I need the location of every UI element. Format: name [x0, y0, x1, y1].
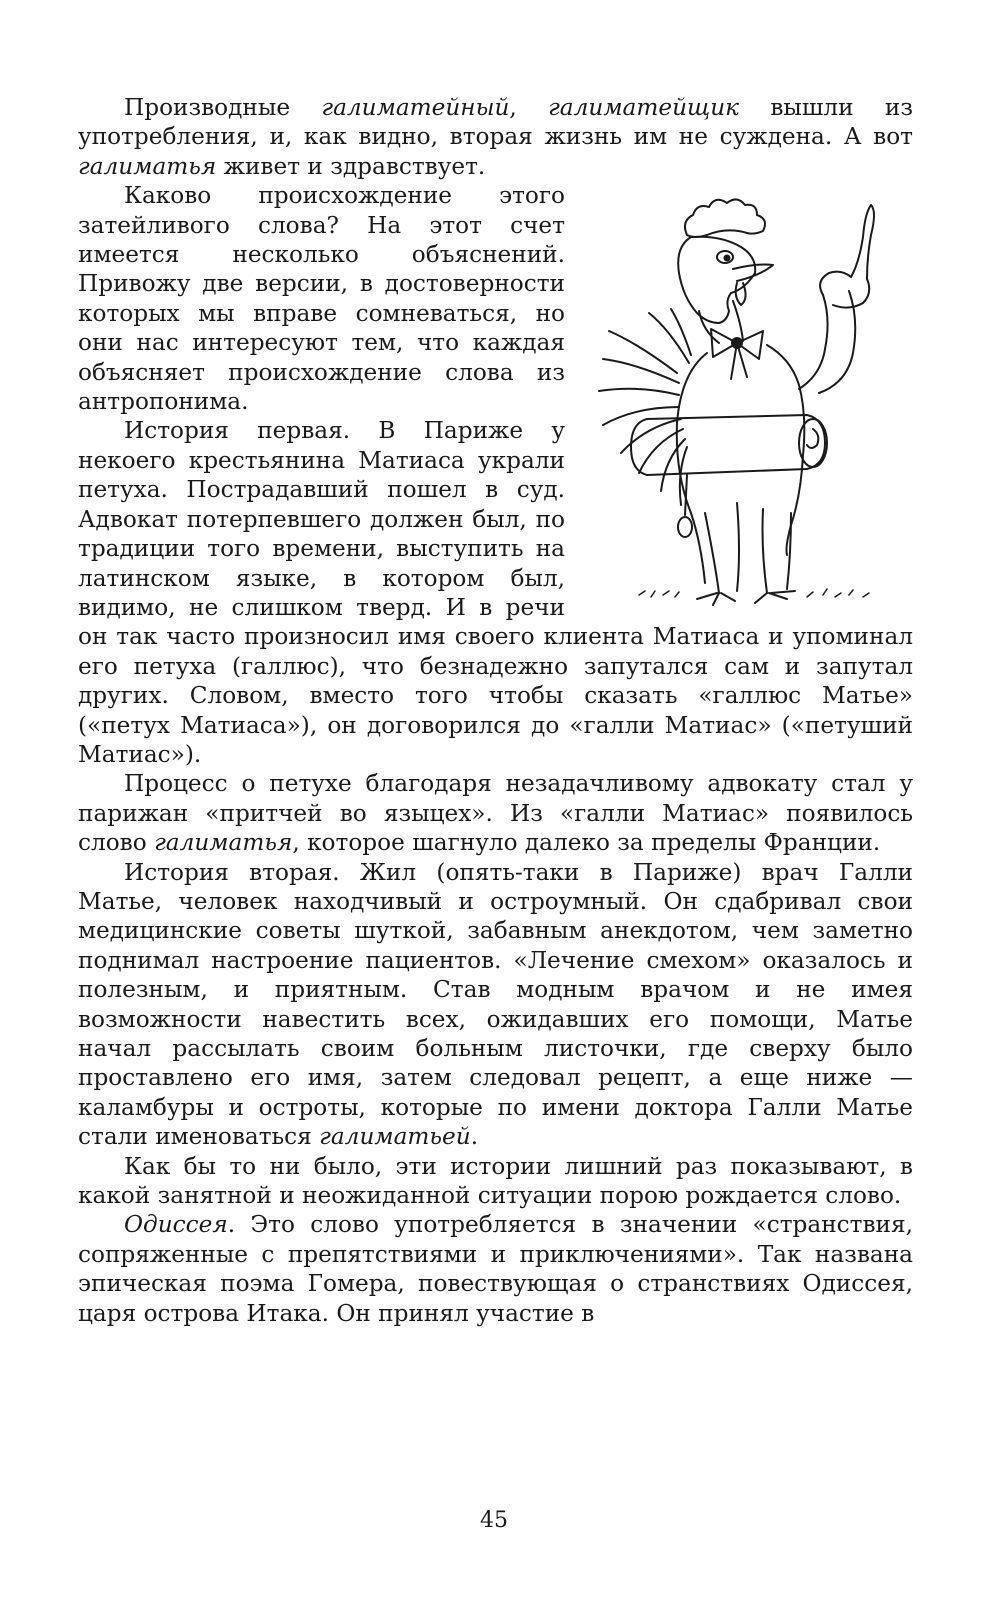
text-run: Каково происхождение этого затейливого слова? На этот счет имеется несколько объяснений. Привожу две версии, в достоверности которых мы вправе сомневаться, но они нас интересуют тем, что каждая объясняет происхождение слова из антропонима. [78, 182, 565, 416]
text-run: История вторая. Жил (опять-таки в Париже) врач Галли Матье, человек находчивый и остроумный. Он сдабривал свои медицинские советы шуткой, забавным анекдотом, чем заметно поднимал настроение пациентов. «Лечение смехом» оказалось и полезным, и приятным. Став модным врачом и не имея возможности навестить всех, ожидавших его помощи, Матье начал рассылать своим больным листочки, где сверху было проставлено его имя, затем следовал рецепт, а еще ниже — каламбуры и остроты, которые по имени доктора Галли Матье стали именоваться [78, 858, 913, 1151]
ground-shape [639, 589, 869, 597]
italic-term: галиматья [78, 152, 217, 180]
text-run: История первая. В Париже у некоего крестьянина Матиаса украли петуха. Пострадавший пошел в суд. Адвокат потерпевшего должен был, по традиции того времени, выступить на латинском языке, в котором был, видимо, не слишком тверд. И в речи он так часто произносил имя своего клиента Матиаса и упоминал его петуха (галлюс), что безнадежно запутался сам и запутал других. Словом, вместо того чтобы сказать «галлюс Матье» («петух Матиаса»), он договорился до «галли Матиас» («петуший Матиас»). [78, 417, 913, 768]
coat-shape [677, 345, 805, 583]
text-run: вышли из употребления, и, как видно, вторая жизнь им не суждена. А вот [78, 94, 914, 151]
wattle-shape [736, 283, 746, 305]
raised-arm-shape [799, 291, 855, 393]
trousers-shape [705, 503, 791, 593]
paragraph [78, 181, 913, 416]
paragraph [78, 1152, 913, 1211]
body-text [78, 93, 913, 1328]
seal-ribbon-shape [685, 475, 687, 515]
rooster-lawyer-illustration [587, 183, 917, 615]
italic-term: Одиссея [124, 1211, 228, 1239]
text-run: , которое шагнуло далеко за пределы Франции. [292, 829, 881, 857]
tail-feathers-shape [599, 309, 691, 505]
text-run: . [470, 1123, 479, 1151]
italic-term: галиматьей [319, 1123, 471, 1151]
scroll-curl-shape [807, 429, 818, 448]
paragraph [78, 858, 913, 1152]
bow-knot-shape [732, 338, 742, 348]
text-run: Производные [124, 94, 322, 121]
text-run: Процесс о петухе благодаря незадачливому адвокату стал у парижан «притчей во языцех». Из «галли Матиас» появилось слово [78, 770, 913, 857]
bow-tie-shape [711, 329, 763, 379]
text-run: живет и здравствует. [216, 152, 486, 180]
pupil-shape [725, 256, 730, 261]
pointing-hand-shape [820, 205, 874, 308]
feet-shape [697, 591, 795, 605]
italic-term: галиматейный [321, 94, 510, 121]
comb-shape [685, 200, 765, 238]
paragraph [78, 769, 913, 857]
italic-term: галиматейщик [548, 94, 740, 121]
beak-shape [733, 265, 773, 282]
paragraph [78, 1210, 913, 1328]
text-run: Как бы то ни было, эти истории лишний раз показывают, в какой занятной и неожиданной ситуации порою рождается слово. [78, 1152, 913, 1210]
paragraph [78, 93, 913, 181]
seal-shape [678, 517, 692, 537]
rooster-lawyer-drawing [587, 183, 917, 615]
page-number: 45 [480, 1508, 508, 1533]
italic-term: галиматья [154, 829, 293, 857]
text-run: , [509, 94, 549, 121]
text-run: . Это слово употребляется в значении «странствия, сопряженные с препятствиями и приключениями». Так названа эпическая поэма Гомера, повествующая о странствиях Одиссея, царя острова Итака. Он принял участие в [78, 1211, 913, 1327]
